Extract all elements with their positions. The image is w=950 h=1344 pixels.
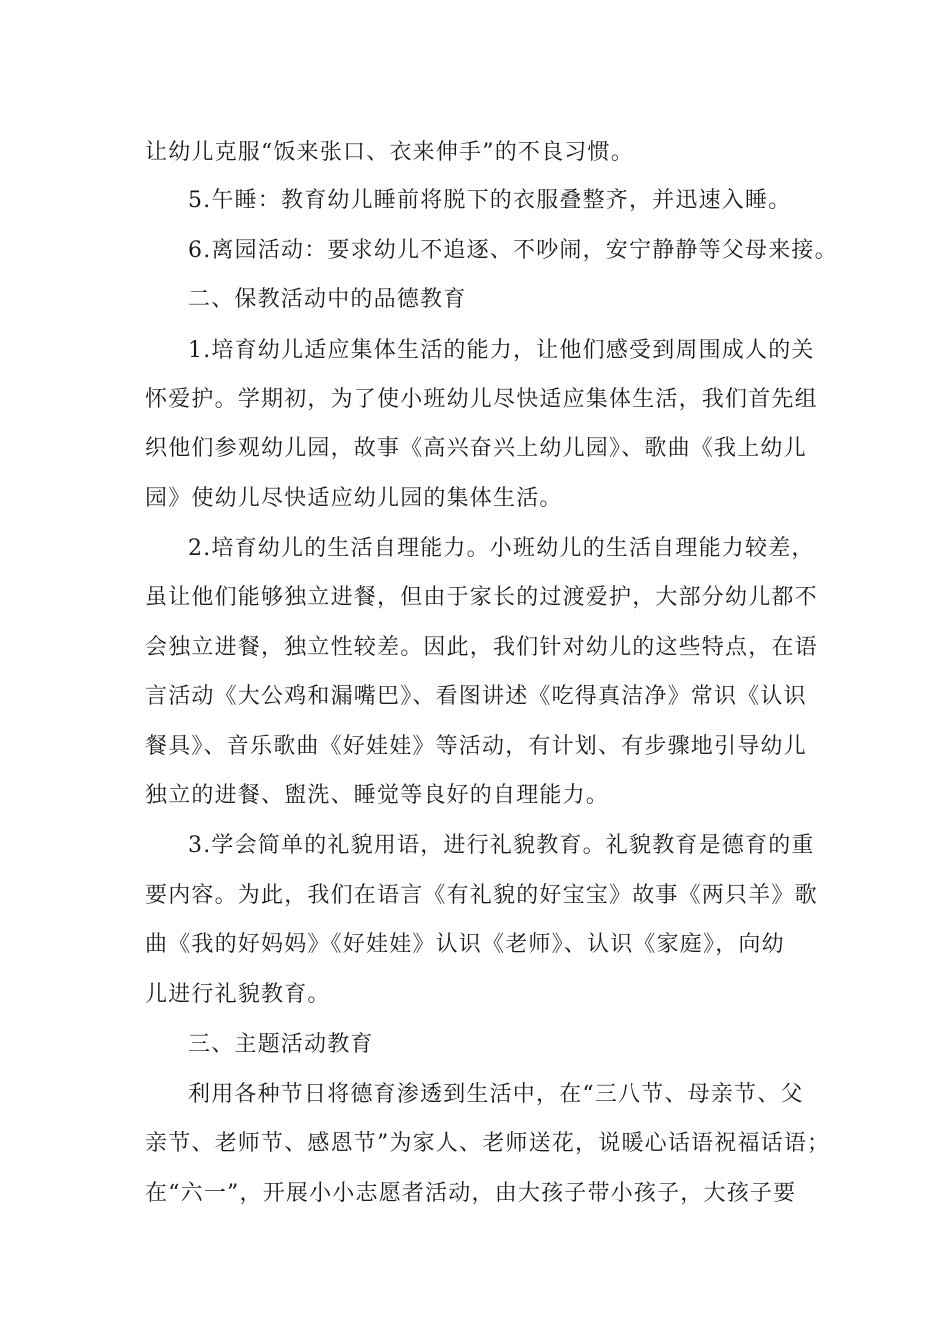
paragraph-line: 独立的进餐、盥洗、睡觉等良好的自理能力。 [145,783,610,808]
section-heading: 三、主题活动教育 [188,1032,374,1057]
paragraph-line: 2.培育幼儿的生活自理能力。小班幼儿的生活自理能力较差， [188,536,815,561]
paragraph-line: 让幼儿克服“饭来张口、衣来伸手”的不良习惯。 [145,140,634,165]
paragraph-line: 利用各种节日将德育渗透到生活中，在“三八节、母亲节、父 [188,1082,804,1107]
paragraph-line: 会独立进餐，独立性较差。因此，我们针对幼儿的这些特点，在语 [145,635,818,660]
paragraph-line: 亲节、老师节、感恩节”为家人、老师送花，说暖心话语祝福话语； [145,1131,831,1156]
paragraph-line: 虽让他们能够独立进餐，但由于家长的过渡爱护，大部分幼儿都不 [145,585,818,610]
section-heading: 二、保教活动中的品德教育 [188,287,467,312]
paragraph-line: 3.学会简单的礼貌用语，进行礼貌教育。礼貌教育是德育的重 [188,833,815,858]
paragraph-line: 5.午睡：教育幼儿睡前将脱下的衣服叠整齐，并迅速入睡。 [188,188,792,213]
paragraph-line: 曲《我的好妈妈》《好娃娃》认识《老师》、认识《家庭》，向幼 [145,932,785,957]
paragraph-line: 在“六一”，开展小小志愿者活动，由大孩子带小孩子，大孩子要 [145,1181,797,1206]
paragraph-line: 餐具》、音乐歌曲《好娃娃》等活动，有计划、有步骤地引导幼儿 [145,734,807,759]
paragraph-line: 织他们参观幼儿园，故事《高兴奋兴上幼儿园》、歌曲《我上幼儿 [145,436,807,461]
paragraph-line: 1.培育幼儿适应集体生活的能力，让他们感受到周围成人的关 [188,338,815,363]
paragraph-line: 园》使幼儿尽快适应幼儿园的集体生活。 [145,486,563,511]
paragraph-line: 怀爱护。学期初，为了使小班幼儿尽快适应集体生活，我们首先组 [145,387,818,412]
paragraph-line: 要内容。为此，我们在语言《有礼貌的好宝宝》故事《两只羊》歌 [145,883,818,908]
paragraph-line: 6.离园活动：要求幼儿不追逐、不吵闹，安宁静静等父母来接。 [188,238,838,263]
paragraph-line: 儿进行礼貌教育。 [145,982,331,1007]
paragraph-line: 言活动《大公鸡和漏嘴巴》、看图讲述《吃得真洁净》常识《认识 [145,684,807,709]
